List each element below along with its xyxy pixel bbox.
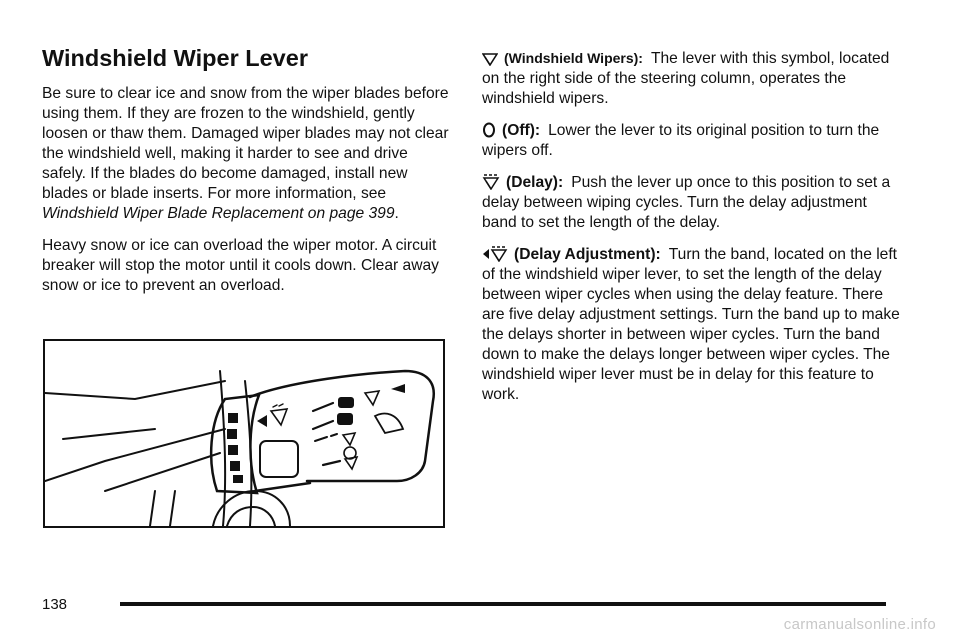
wiper-lever-illustration (43, 339, 445, 528)
delay-icon (482, 174, 500, 190)
footer-rule (120, 602, 886, 606)
right-column (482, 48, 902, 417)
off-circle-icon (482, 122, 496, 138)
left-column (42, 44, 452, 308)
wiper-icon (482, 52, 498, 66)
cross-reference-link[interactable]: Windshield Wiper Blade Replacement on page 399 (42, 205, 395, 222)
paragraph-off (482, 121, 902, 161)
wipers-description: The lever with this symbol, located on the right side of the steering column, operates the windshield wipers. (482, 50, 890, 107)
paragraph-end: . (394, 205, 399, 222)
paragraph-clear-ice (42, 84, 452, 224)
delay-description: Push the lever up once to this position to set a delay between wiping cycles. Turn the delay adjustment band to set the length of the delay. (482, 174, 891, 231)
paragraph-delay (482, 173, 902, 233)
paragraph-clear-ice-text: Be sure to clear ice and snow from the wiper blades before using them. If they are frozen to the windshield, gently loosen or thaw them. Damaged wiper blades may not clear the windshield well, making it harder to see and drive safely. If the blades do become damaged, install new blades or blade inserts. For more information, see (42, 85, 449, 202)
delay-adjustment-description: Turn the band, located on the left of the windshield wiper lever, to set the length of the delay between wiper cycles when using the delay feature. There are five delay adjustment settings. Turn the band up to make the delays shorter in between wiper cycles. Turn the band down to make the delays longer between wiper cycles. The windshield wiper lever must be in delay for this feature to work. (482, 246, 900, 403)
page-title: Windshield Wiper Lever (42, 45, 308, 71)
term-delay: (Delay): (506, 174, 564, 191)
term-off: (Off): (502, 122, 541, 139)
off-description: Lower the lever to its original position to turn the wipers off. (482, 122, 880, 159)
delay-adjust-icon (482, 246, 508, 262)
term-windshield-wipers: (Windshield Wipers): (504, 50, 643, 66)
paragraph-delay-adjustment (482, 245, 902, 405)
page-number: 138 (42, 596, 68, 613)
paragraph-wipers (482, 48, 902, 109)
watermark: carmanualsonline.info (783, 616, 936, 633)
term-delay-adjustment: (Delay Adjustment): (514, 246, 661, 263)
paragraph-overload: Heavy snow or ice can overload the wiper motor. A circuit breaker will stop the motor until it cools down. Clear away snow or ice to prevent an overload. (42, 237, 439, 294)
